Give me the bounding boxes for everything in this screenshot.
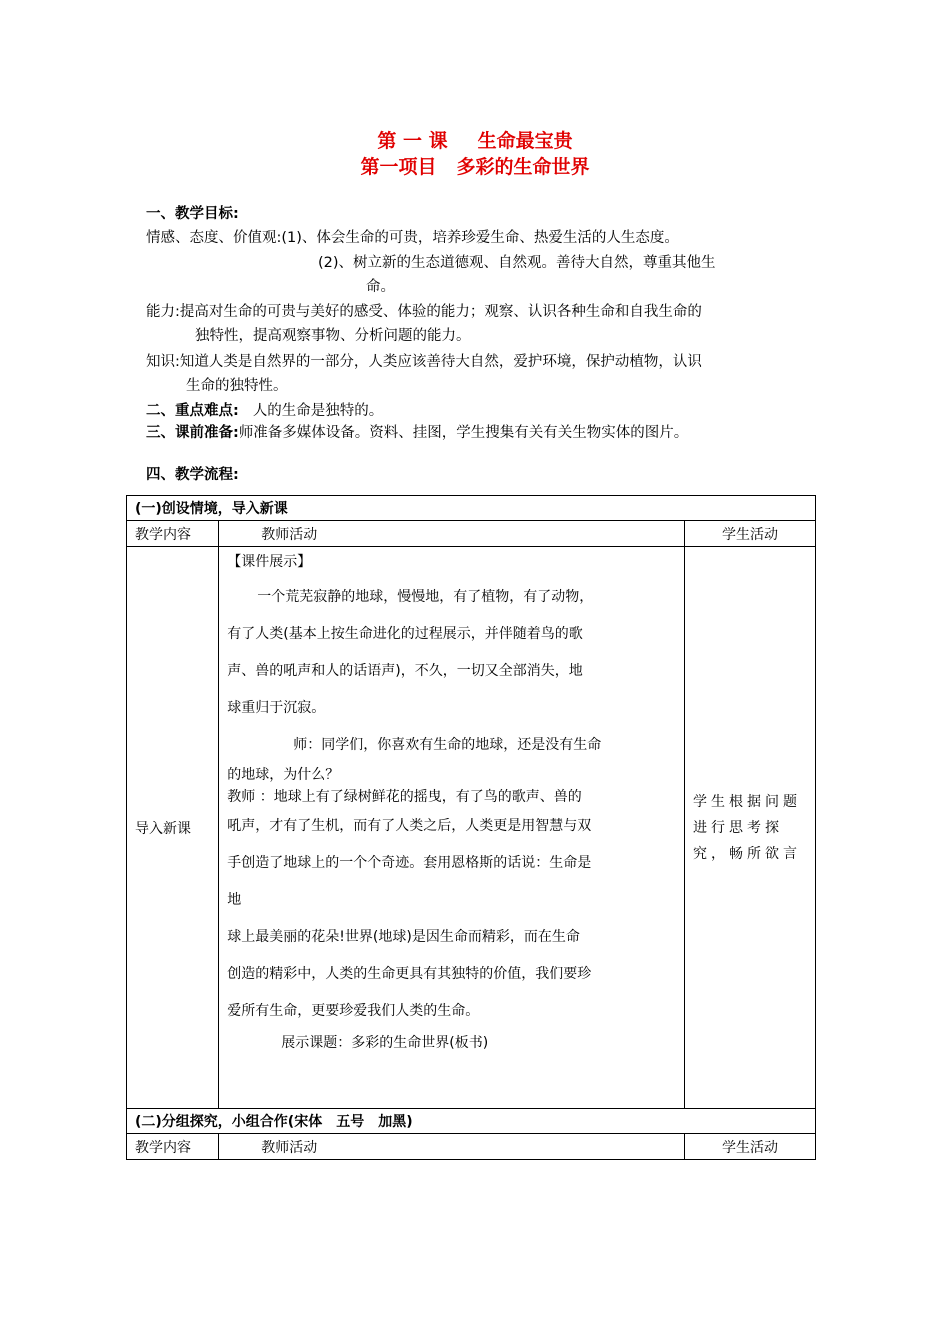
- table-row: [127, 547, 816, 1109]
- teacher-p4: 声、兽的吼声和人的话语声)，不久，一切又全部消失，地: [227, 663, 583, 679]
- teacher-p11: 地: [227, 892, 242, 908]
- teacher-p6: 师：同学们，你喜欢有生命的地球，还是没有生命: [293, 737, 602, 753]
- col-student-header: 学生活动: [684, 521, 815, 547]
- row-student-activity: 学生根据问题进行思考探究，畅所欲言: [684, 547, 815, 1109]
- objectives-heading: 一、教学目标:: [146, 206, 239, 222]
- teacher-p10: 手创造了地球上的一个个奇迹。套用恩格斯的话说：生命是: [227, 855, 592, 871]
- key-points-heading: 二、重点难点:: [146, 403, 239, 419]
- section-1-row: [127, 496, 816, 521]
- header-row-1: [127, 521, 816, 547]
- teacher-p3: 有了人类(基本上按生命进化的过程展示，并伴随着鸟的歌: [227, 626, 583, 642]
- ability-text-b: 独特性，提高观察事物、分析问题的能力。: [195, 328, 471, 344]
- emotion-text-1: (1)、体会生命的可贵，培养珍爱生命、热爱生活的人生态度。: [281, 230, 679, 246]
- knowledge-objective: [146, 352, 702, 372]
- teacher-p13: 创造的精彩中，人类的生命更具有其独特的价值，我们要珍: [227, 966, 592, 982]
- knowledge-text-b: 生命的独特性。: [186, 378, 288, 394]
- teacher-p12: 球上最美丽的花朵!世界(地球)是因生命而精彩，而在生命: [227, 929, 580, 945]
- teacher-p14: 爱所有生命，更要珍爱我们人类的生命。: [227, 1003, 480, 1019]
- emotion-label: 情感、态度、价值观:: [146, 230, 282, 246]
- teacher-p9: 吼声，才有了生机，而有了人类之后，人类更是用智慧与双: [227, 818, 592, 834]
- row-content: 导入新课: [127, 547, 219, 1109]
- lesson-name: 生命最宝贵: [477, 130, 573, 152]
- key-points: [146, 401, 383, 421]
- preparation: [146, 423, 688, 443]
- preparation-text: 师准备多媒体设备。资料、挂图，学生搜集有关有关生物实体的图片。: [238, 425, 689, 441]
- emotion-objective-1: [146, 228, 679, 248]
- ability-label: 能力:: [146, 304, 180, 320]
- col-content-header-2: 教学内容: [127, 1134, 219, 1160]
- teacher-p2: 一个荒芜寂静的地球，慢慢地，有了植物，有了动物，: [257, 589, 594, 605]
- item-title: [0, 152, 950, 179]
- col-content-header: 教学内容: [127, 521, 219, 547]
- col-teacher-header: 教师活动: [219, 521, 685, 547]
- lesson-number: 第 一 课: [377, 130, 448, 152]
- teaching-flow-table: [126, 495, 816, 1160]
- lesson-title: [0, 126, 950, 153]
- item-number: 第一项目: [360, 156, 437, 178]
- item-name: 多彩的生命世界: [456, 156, 590, 178]
- teacher-p8: 教师 ：地球上有了绿树鲜花的摇曳，有了鸟的歌声、兽的: [227, 789, 582, 805]
- ability-objective: [146, 302, 702, 322]
- section-2-title: (二)分组探究，小组合作(宋体 五号 加黑): [127, 1109, 816, 1134]
- row-teacher-activity: [219, 547, 685, 1109]
- ability-text-a: 提高对生命的可贵与美好的感受、体验的能力；观察、认识各种生命和自我生命的: [179, 304, 702, 320]
- section-2-row: [127, 1109, 816, 1134]
- preparation-heading: 三、课前准备:: [146, 425, 239, 441]
- knowledge-label: 知识:: [146, 354, 180, 370]
- teacher-p7: 的地球，为什么？: [227, 767, 340, 783]
- emotion-text-2b: 命。: [366, 279, 395, 295]
- teacher-p15: 展示课题：多彩的生命世界(板书): [281, 1035, 489, 1051]
- header-row-2: [127, 1134, 816, 1160]
- teacher-p5: 球重归于沉寂。: [227, 700, 326, 716]
- section-1-title: (一)创设情境，导入新课: [127, 496, 816, 521]
- emotion-text-2a: (2)、树立新的生态道德观、自然观。善待大自然，尊重其他生: [318, 255, 716, 271]
- knowledge-text-a: 知道人类是自然界的一部分，人类应该善待大自然，爱护环境，保护动植物，认识: [179, 354, 702, 370]
- teacher-p1: 【课件展示】: [227, 554, 312, 570]
- col-teacher-header-2: 教师活动: [219, 1134, 685, 1160]
- process-heading: 四、教学流程:: [146, 467, 239, 483]
- key-points-text: 人的生命是独特的。: [252, 403, 384, 419]
- col-student-header-2: 学生活动: [684, 1134, 815, 1160]
